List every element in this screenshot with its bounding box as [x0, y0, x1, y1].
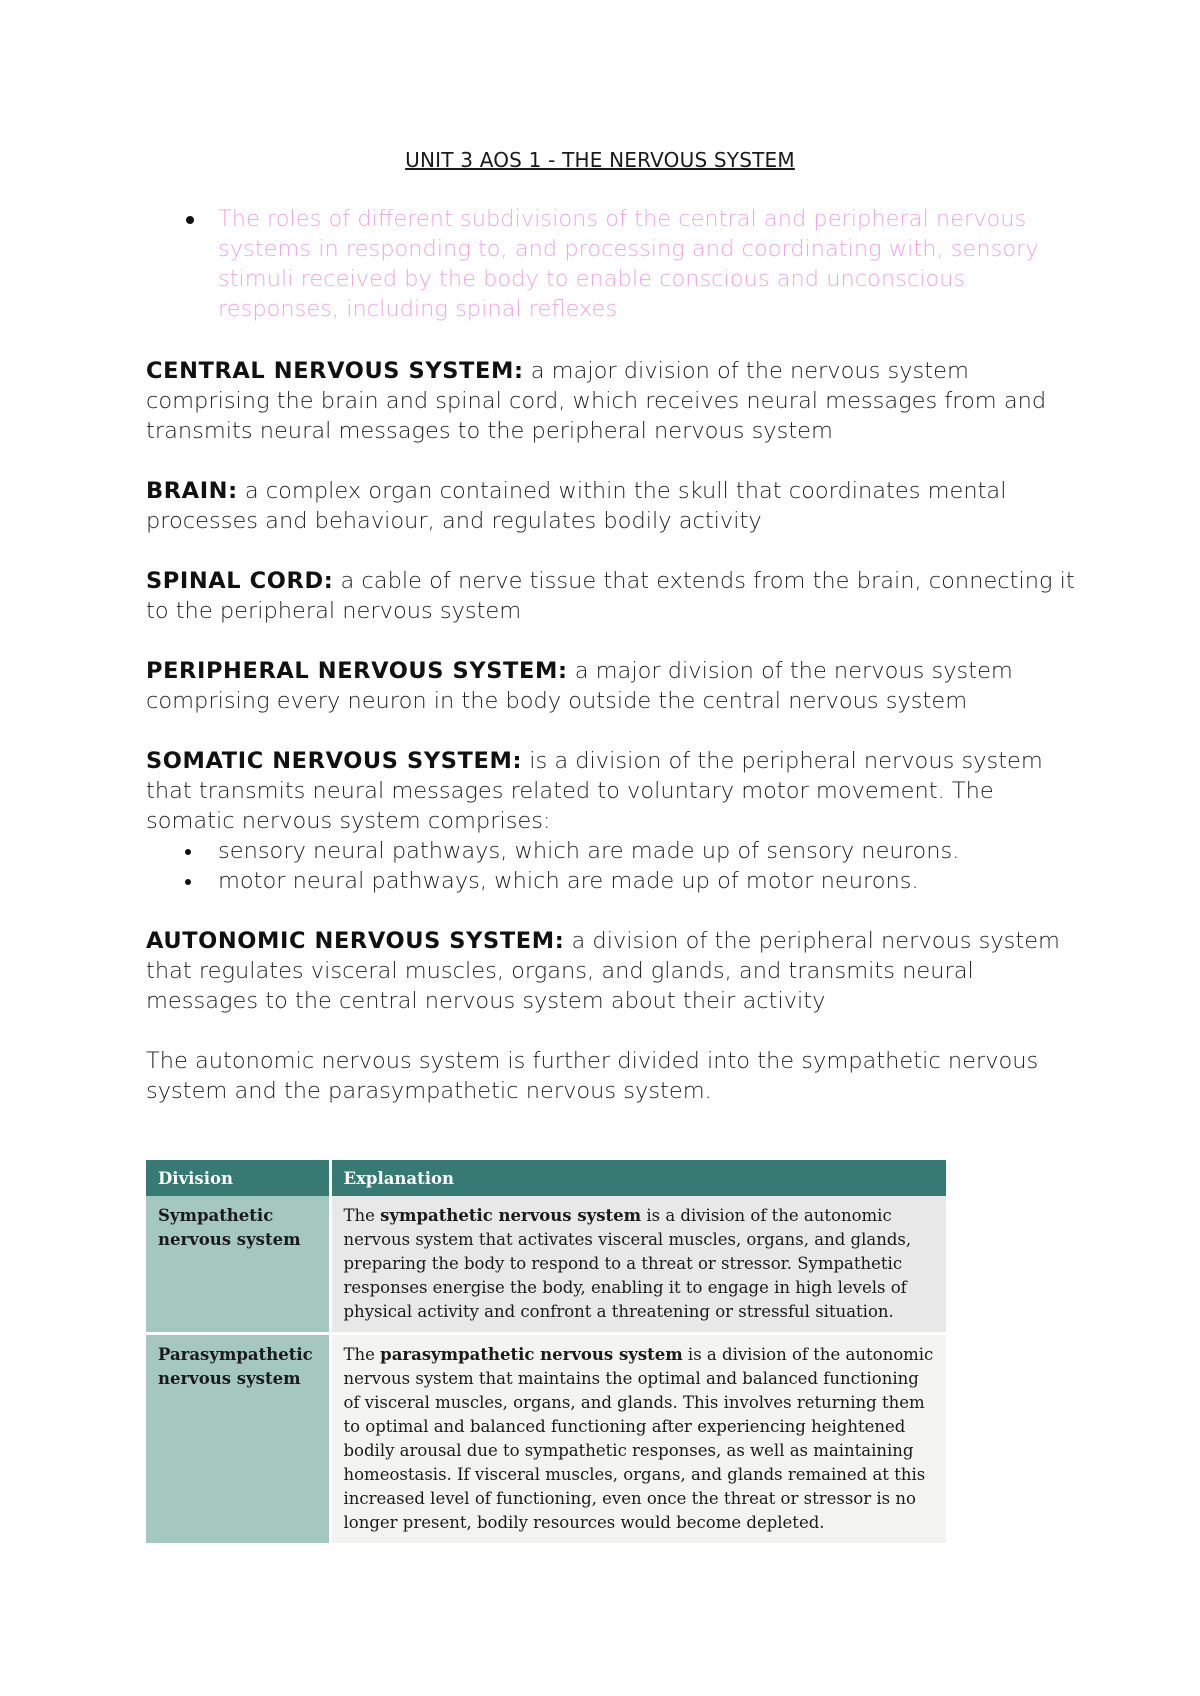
explanation-term: parasympathetic nervous system	[380, 1345, 683, 1364]
definition-text: a major division of the nervous system comprising every neuron in the body outside the central nervous system	[146, 658, 1013, 714]
definition-spinal-cord	[146, 566, 1076, 626]
bullet-icon	[185, 879, 191, 885]
definition-text: a major division of the nervous system comprising the brain and spinal cord, which receives neural messages from and transmits neural messages to the peripheral nervous system	[146, 358, 1047, 444]
page-title: UNIT 3 AOS 1 - THE NERVOUS SYSTEM	[405, 148, 795, 172]
study-objectives-list	[180, 204, 1060, 324]
somatic-pathways-list	[146, 836, 1076, 896]
list-item	[146, 866, 1076, 896]
division-cell: Sympathetic nervous system	[146, 1196, 330, 1334]
explanation-term: sympathetic nervous system	[380, 1206, 642, 1225]
definition-term: SPINAL CORD:	[146, 568, 334, 594]
definition-text: a complex organ contained within the skull that coordinates mental processes and behaviour, and regulates bodily activity	[146, 478, 1007, 534]
definition-text: a division of the peripheral nervous system that regulates visceral muscles, organs, and glands, and transmits neural messages to the central nervous system about their activity	[146, 928, 1060, 1014]
definition-term: BRAIN:	[146, 478, 238, 504]
explanation-cell	[330, 1334, 946, 1544]
definition-text: is a division of the peripheral nervous system that transmits neural messages related to voluntary motor movement. The somatic nervous system comprises:	[146, 748, 1043, 834]
definitions-section	[146, 356, 1076, 1136]
definition-text: a cable of nerve tissue that extends from the brain, connecting it to the peripheral nervous system	[146, 568, 1075, 624]
explanation-body: is a division of the autonomic nervous system that maintains the optimal and balanced functioning of visceral muscles, organs, and glands. This involves returning them to optimal and balanced functioning after experiencing heightened bodily arousal due to sympathetic responses, as well as maintaining homeostasis. If visceral muscles, organs, and glands remained at this increased level of functioning, even once the threat or stressor is no longer present, bodily resources would become depleted.	[343, 1345, 934, 1532]
definition-autonomic-nervous-system	[146, 926, 1076, 1016]
list-item	[146, 836, 1076, 866]
explanation-lead: The	[343, 1206, 381, 1225]
definition-peripheral-nervous-system	[146, 656, 1076, 716]
bullet-icon	[186, 216, 194, 224]
bullet-icon	[185, 849, 191, 855]
explanation-cell	[330, 1196, 946, 1334]
column-header-division: Division	[146, 1160, 330, 1196]
definition-term: CENTRAL NERVOUS SYSTEM:	[146, 358, 524, 384]
definition-term: PERIPHERAL NERVOUS SYSTEM:	[146, 658, 568, 684]
definition-brain	[146, 476, 1076, 536]
explanation-lead: The	[343, 1345, 381, 1364]
table-row	[146, 1334, 946, 1544]
list-item-text: motor neural pathways, which are made up of motor neurons.	[218, 868, 919, 894]
column-header-explanation: Explanation	[330, 1160, 946, 1196]
objective-item	[180, 204, 1060, 324]
autonomic-divisions-paragraph: The autonomic nervous system is further divided into the sympathetic nervous system and the parasympathetic nervous system.	[146, 1048, 1039, 1104]
explanation-body: is a division of the autonomic nervous system that activates visceral muscles, organs, and glands, preparing the body to respond to a threat or stressor. Sympathetic responses energise the body, enabling it to engage in high levels of physical activity and confront a threatening or stressful situation.	[343, 1206, 912, 1321]
objective-text: The roles of different subdivisions of the central and peripheral nervous systems in responding to, and processing and coordinating with, sensory stimuli received by the body to enable conscious and unconscious responses, including spinal reflexes	[218, 206, 1039, 322]
divisions-table-container	[146, 1160, 946, 1543]
definition-somatic-nervous-system	[146, 746, 1076, 896]
definition-term: SOMATIC NERVOUS SYSTEM:	[146, 748, 523, 774]
table-row	[146, 1196, 946, 1334]
definition-term: AUTONOMIC NERVOUS SYSTEM:	[146, 928, 565, 954]
divisions-table	[146, 1160, 946, 1543]
definition-central-nervous-system	[146, 356, 1076, 446]
definition-body	[146, 746, 1076, 836]
list-item-text: sensory neural pathways, which are made up of sensory neurons.	[218, 838, 960, 864]
table-header-row	[146, 1160, 946, 1196]
division-cell: Parasympathetic nervous system	[146, 1334, 330, 1544]
